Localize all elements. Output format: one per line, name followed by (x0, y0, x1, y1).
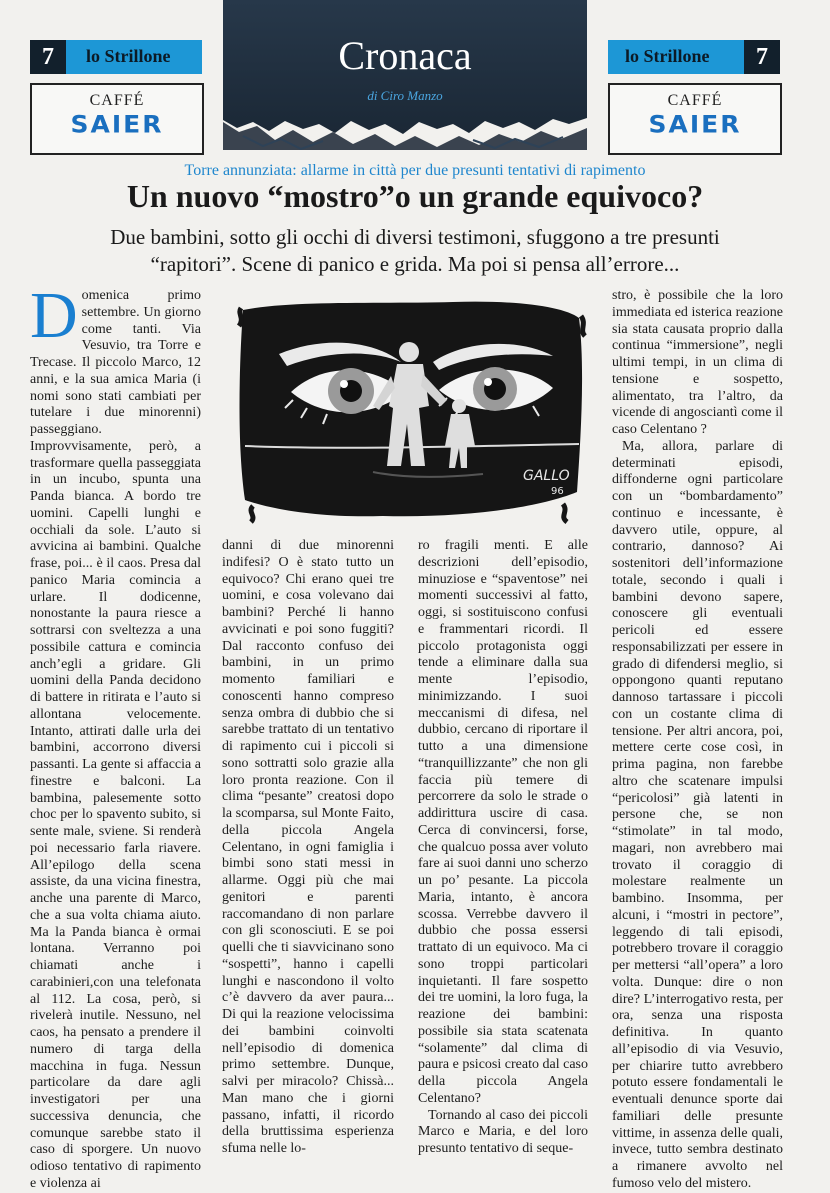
sponsor-brand-right: SAIER (648, 110, 742, 139)
page-badge-left (30, 40, 202, 74)
paper-name-right: lo Strillone (625, 46, 710, 66)
drop-cap: D (30, 279, 78, 352)
article-headline: Un nuovo “mostro”o un grande equivoco? (126, 178, 704, 214)
article-kicker: Torre annunziata: allarme in città per due presunti tentativi di rapimento (184, 162, 646, 179)
section-header (223, 0, 587, 150)
column-1-paragraph (30, 279, 201, 1193)
paper-name-left: lo Strillone (86, 46, 171, 66)
sponsor-box-left (30, 83, 204, 155)
article-column-2 (222, 538, 394, 1158)
illustration-signature: GALLO (523, 468, 570, 484)
deck-line-2: “rapitori”. Scene di panico e grida. Ma poi si pensa all’errore... (150, 252, 680, 276)
page-number-left: 7 (30, 40, 66, 74)
sponsor-brand-left: SAIER (70, 110, 164, 139)
deck-line-1: Due bambini, sotto gli occhi di diversi testimoni, sfuggono a tre presunti (110, 225, 720, 249)
eyes-illustration (233, 296, 587, 524)
sponsor-caffe-left: CAFFÉ (89, 92, 145, 109)
column-3-paragraph-2: Tornando al caso dei piccoli Marco e Maria, e del loro presunto tentativo di seque- (418, 1107, 588, 1156)
page-number-right: 7 (744, 40, 780, 74)
article-column-3 (418, 538, 588, 1158)
sponsor-box-right (608, 83, 782, 155)
section-title: Cronaca (338, 33, 472, 78)
page-badge-right (608, 40, 780, 74)
sponsor-caffe-right: CAFFÉ (667, 92, 723, 109)
column-3-paragraph-1: ro fragili menti. E alle descrizioni dell’episodio, minuziose e “spaventose” nei momenti successivi al fatto, oggi, si sostituiscono confusi e frammentari ricordi. Il piccolo protagonista oggi tende a eliminare dalla sua mente l’episodio, minimizzando. I suoi meccanismi di difesa, nel dubbio, cercano di riportare il tutto a una dimensione “tranquillizzante” che non gli faccia più temere di percorrere da solo le strade o addirittura uscire di casa. Cerca di convincersi, forse, che qualcuo possa aver voluto fare ai suoi danni uno scherzo un po’ pesante. La piccola Maria, intanto, è ancora scossa. Verrebbe davvero il dubbio che possa essersi trattato di un equivoco. Ma ci sono troppi particolari inquietanti. Il fare sospetto dei tre uomini, la loro fuga, la reazione dei bambini: possibile sia stata scatenata “solamente” dal clima di paura e psicosi creato dal caso della piccola Angela Celentano? (418, 538, 588, 1106)
byline: di Ciro Manzo (367, 88, 443, 103)
column-2-text: danni di due minorenni indifesi? O è stato tutto un equivoco? Chi erano quei tre uomini, e cosa volevano dai bambini? Perché li hanno avvicinati e poi sono fuggiti? Dal racconto confuso dei bambini, in un primo momento familiari e conoscenti hanno compreso senza ombra di dubbio che si sarebbe trattato di un tentativo di rapimento cui i piccoli si sono sottratti solo grazie alla loro pronta reazione. Con il clima “pesante” creatosi dopo la scomparsa, sul Monte Faito, della piccola Angela Celentano, in ogni famiglia i bimbi sono stati messi in allarme. Oggi più che mai genitori e parenti raccomandano di non parlare con gli sconosciuti. E se poi quelli che ti siavvicinano sono “sospetti”, hanno i capelli lunghi e nascondono il volto c’è davvero da aver paura... Di qui la reazione velocissima dei bambini coinvolti nell’episodio di domenica primo settembre. Dunque, salvi per miracolo? Chissà... Man mano che i giorni passano, infatti, il ricordo della bruttissima esperienza sfuma nelle lo- (222, 538, 394, 1156)
article-illustration (233, 296, 587, 524)
article-deck (50, 224, 780, 278)
article-column-1 (30, 279, 201, 1193)
column-4-paragraph-2: Ma, allora, parlare di determinati episodi, diffonderne ogni particolare con un “bombardamento” continuo e incessante, è davvero utile, oppure, al contrario, dannoso? Ai sostenitori dell’informazione totale, secondo i quali i bambini devono sapere, conoscere gli eventuali pericoli ed essere responsabilizzati per essere in grado di difendersi meglio, si oppongono quanti reputano dannoso tartassare i piccoli con un costante clima di tensione. Per altri ancora, poi, mettere certe cose così, in prima pagina, non farebbe altro che scatenare impulsi “pericolosi” già latenti in persone che, se non “stimolate” in tal modo, magari, non avrebbero mai trovato il coraggio di molestare realmente un bambino. Insomma, per alcuni, i “mostri in pectore”, leggendo di tali episodi, potrebbero trovare il coraggio per mettersi “all’opera” a loro volta. Dunque: dire o non dire? L’interrogativo resta, per ora, senza una risposta definitiva. In quanto all’episodio di via Vesuvio, per chiarire tutto avrebbero potuto essere fondamentali le eventuali denunce sporte dai familiari delle presunte vittime, in assenza delle quali, invece, tutto sembra destinato a rimanere avvolto nel fumoso velo del mistero. (612, 438, 783, 1191)
column-4-paragraph-1: stro, è possibile che la loro immediata ed isterica reazione sia stata causata proprio dalla continua “immersione”, negli ultimi tempi, in un clima di tensione e sospetto, alimentato, tra l’altro, da vicende di angosciantì come il caso Celentano ? (612, 288, 783, 437)
article-column-4 (612, 288, 783, 1193)
illustration-year: 96 (551, 486, 564, 497)
column-1-text: omenica primo settembre. Un giorno come tanti. Via Vesuvio, tra Torre e Trecase. Il piccolo Marco, 12 anni, e la sua amica Maria (i nomi sono stati cambiati per tutelare i due minorenni) passeggiano. Improvvisamente, però, a trasformare quella passeggiata in un incubo, spunta una Panda bianca. A bordo tre uomini. Capelli lunghi e occhiali da sole. L’auto si avvicina ai bambini. Qualche frase, poi... è il caos. Presa dal panico Maria comincia a urlare. Il dodicenne, nonostante la paura riesce a sottrarsi con sveltezza a una possibile cattura e comincia anch’egli a gridare. Gli uomini della Panda decidono di battere in ritirata e l’auto si allontana velocemente. Intanto, attirati dalle urla dei bambini, accorrono diversi passanti. La gente si affaccia a finestre e balconi. La bambina, palesemente sotto choc per lo spavento subito, si sente male, sviene. Si renderà poi necessario farla riavere. All’epilogo della scena assiste, da una vicina finestra, anche una parente di Marco, che a sua volta chiama aiuto. Ma la Panda bianca è ormai lontana. Verranno poi chiamati anche i carabinieri,con una telefonata al 112. La cosa, però, si rivelerà inutile. Nessuno, nel caos, ha pensato a prendere il numero di targa della macchina in fuga. Nessun particolare da dare agli investigatori per una successiva denuncia, che comunque sarebbe stato il caso di sporgere. Un nuovo odioso tentativo di rapimento e violenza ai (30, 288, 201, 1191)
